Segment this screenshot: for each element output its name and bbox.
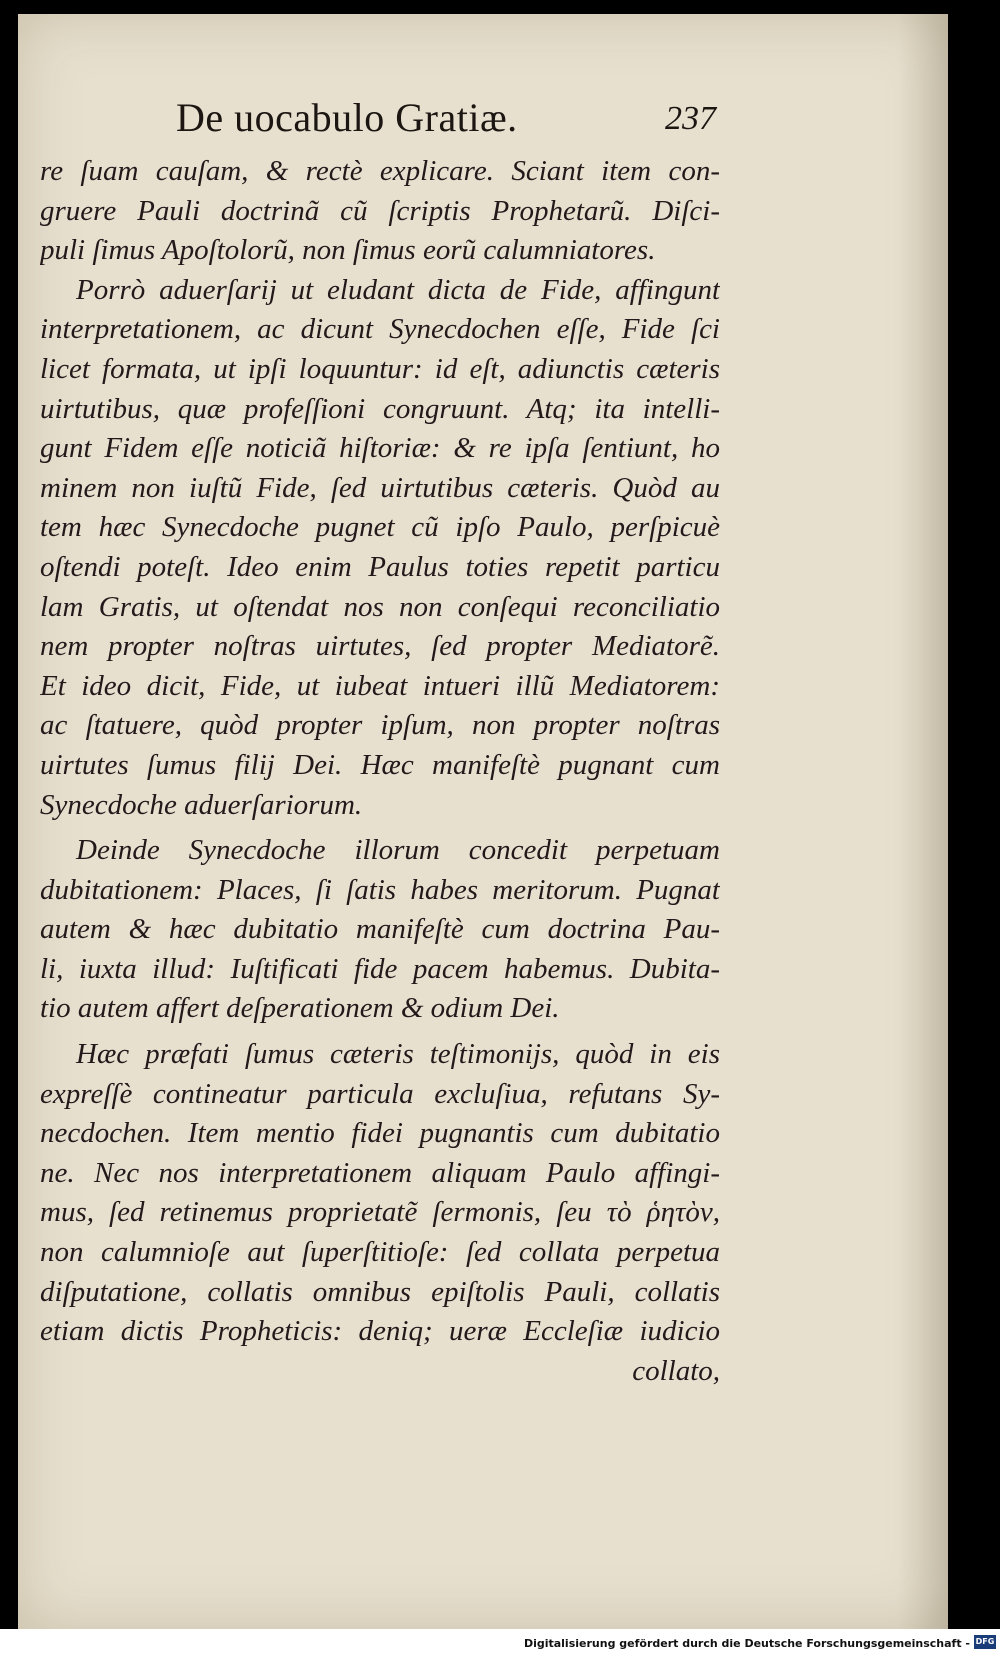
text-line: tio autem affert deſperationem & odium Dei. <box>40 992 560 1025</box>
running-title: De uocabulo Gratiæ. <box>176 95 518 140</box>
text-line: ne. Nec nos interpretationem aliquam Paulo affingi- <box>40 1156 720 1189</box>
page-number: 237 <box>665 100 716 137</box>
text-line: autem & hæc dubitatio manifeſtè cum doctrina Pau- <box>40 913 720 946</box>
text-line: Deinde Synecdoche illorum concedit perpetuam <box>76 834 720 867</box>
digitization-footer <box>0 1629 1000 1660</box>
text-line: Et ideo dicit, Fide, ut iubeat intueri illũ Mediatorem: <box>40 669 720 702</box>
text-line: uirtutes ſumus filij Dei. Hæc manifeſtè pugnant cum <box>40 748 720 781</box>
text-line: non calumnioſe aut ſuperſtitioſe: ſed collata perpetua <box>40 1236 720 1269</box>
funding-credit: Digitalisierung gefördert durch die Deutsche Forschungsgemeinschaft - <box>523 1637 970 1650</box>
text-line: necdochen. Item mentio fidei pugnantis cum dubitatio <box>40 1117 720 1150</box>
text-line: minem non iuſtũ Fide, ſed uirtutibus cæteris. Quòd au <box>40 471 720 504</box>
text-line: nem propter noſtras uirtutes, ſed propter Mediatorẽ. <box>40 630 720 663</box>
text-line: interpretationem, ac dicunt Synecdochen eſſe, Fide ſci <box>40 313 720 346</box>
body-text <box>40 152 720 1391</box>
text-line: oſtendi poteſt. Ideo enim Paulus toties repetit particu <box>40 550 720 583</box>
text-line: ac ſtatuere, quòd propter ipſum, non propter noſtras <box>40 709 720 742</box>
text-line: puli ſimus Apoſtolorũ, non ſimus eorũ calumniatores. <box>40 234 656 267</box>
text-line: licet formata, ut ipſi loquuntur: id eſt, adiunctis cæteris <box>40 352 720 385</box>
text-line: gruere Pauli doctrinã cũ ſcriptis Prophetarũ. Diſci- <box>40 194 720 227</box>
text-line: expreſſè contineatur particula excluſiua, refutans Sy- <box>40 1077 720 1110</box>
text-line: Hæc præfati ſumus cæteris teſtimonijs, quòd in eis <box>76 1038 720 1071</box>
text-line: diſputatione, collatis omnibus epiſtolis Pauli, collatis <box>40 1275 720 1308</box>
text-line: Synecdoche aduerſariorum. <box>40 788 363 821</box>
book-page <box>18 14 948 1629</box>
text-line: gunt Fidem eſſe noticiã hiſtoriæ: & re ipſa ſentiunt, ho <box>40 432 720 465</box>
text-line: mus, ſed retinemus proprietatẽ ſermonis, ſeu τὸ ῥητὸν, <box>40 1196 720 1229</box>
text-line: dubitationem: Places, ſi ſatis habes meritorum. Pugnat <box>40 873 720 906</box>
text-line: Porrò aduerſarij ut eludant dicta de Fide, affingunt <box>76 273 720 306</box>
page-edge-shadow <box>898 14 948 1629</box>
text-line: lam Gratis, ut oſtendat nos non conſequi reconciliatio <box>40 590 720 623</box>
dfg-logo: DFG <box>974 1635 996 1649</box>
text-line: tem hæc Synecdoche pugnet cũ ipſo Paulo, perſpicuè <box>40 511 720 544</box>
text-line: uirtutibus, quæ profeſſioni congruunt. Atq; ita intelli- <box>40 392 720 425</box>
text-line: etiam dictis Propheticis: deniq; ueræ Eccleſiæ iudicio <box>40 1315 720 1348</box>
catchword: collato, <box>632 1354 720 1387</box>
text-line: re ſuam cauſam, & rectè explicare. Sciant item con- <box>40 155 720 187</box>
text-line: li, iuxta illud: Iuſtificati fide pacem habemus. Dubita- <box>40 952 720 985</box>
page-header <box>176 94 716 154</box>
